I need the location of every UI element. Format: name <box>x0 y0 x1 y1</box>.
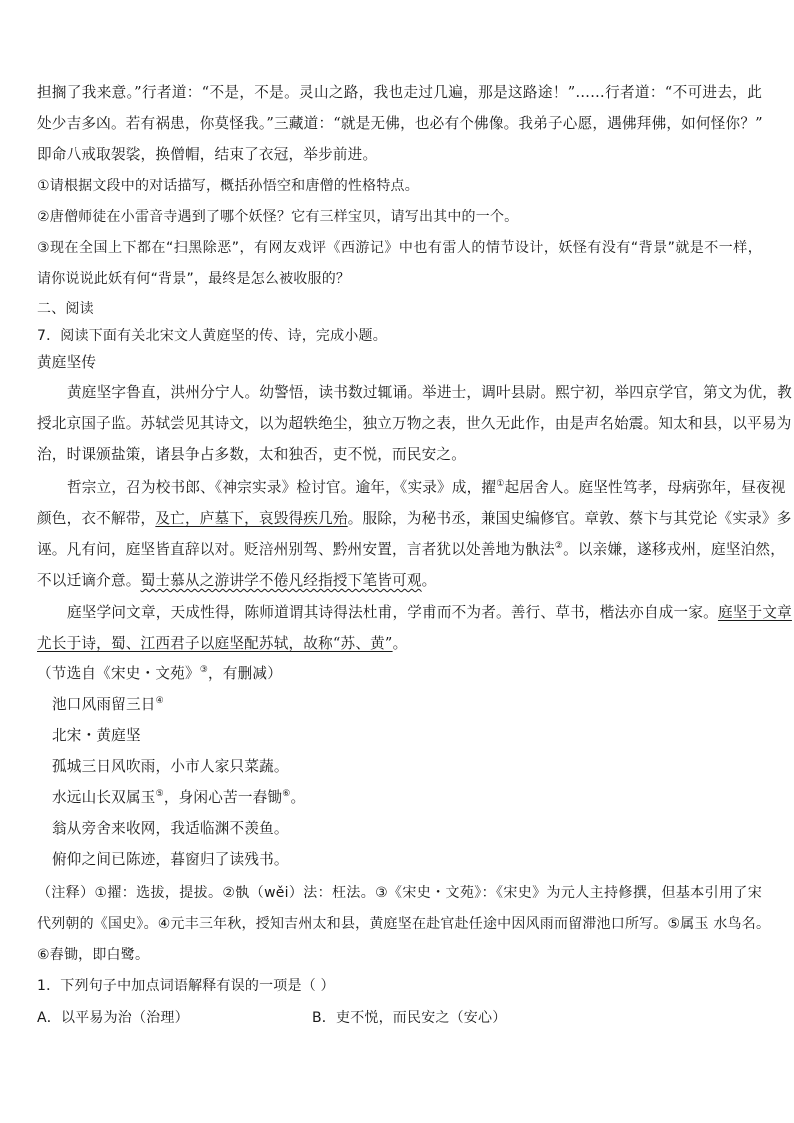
footnote-marker: ⑤ <box>155 789 164 800</box>
passage-line: 担搁了我来意。”行者道：“不是，不是。灵山之路，我也走过几遍，那是这路途！”……行者道：“不可进去，此 <box>37 84 762 101</box>
bio-title: 黄庭坚传 <box>37 354 97 371</box>
bio-paragraph-line <box>37 571 762 591</box>
section-heading: 二、阅读 <box>37 301 94 317</box>
text-run: ，有删减） <box>208 665 282 682</box>
text-run: 庭坚学问文章，天成性得，陈师道谓其诗得法杜甫，学甫而不为者。善行、草书，楷法亦自成一家。 <box>67 604 718 621</box>
underlined-sentence: 尤长于诗，蜀、江西君子以庭坚配苏轼，故称“苏、黄” <box>37 635 393 652</box>
text-run: 水远山长双属玉 <box>52 789 156 806</box>
notes-line: ⑥舂锄，即白鹭。 <box>37 947 150 963</box>
notes-line: （注释）①擢：选拔，提拔。②骫（wěi）法：枉法。③《宋史・文苑》：《宋史》为元人主持修撰，但基本引用了宋 <box>37 885 762 901</box>
sub-question-1: 1．下列句子中加点词语解释有误的一项是（ ） <box>37 978 335 994</box>
poem-line: 俯仰之间已陈迹，暮窗归了读残书。 <box>52 851 289 868</box>
notes-line: 代列朝的《国史》。④元丰三年秋，授知吉州太和县，黄庭坚在赴官赴任途中因风雨而留滞池口所写。⑤属玉 水鸟名。 <box>37 916 771 932</box>
text-run: 颜色，衣不解带， <box>37 510 156 527</box>
text-run: （节选自《宋史・文苑》 <box>37 665 200 682</box>
bio-source <box>37 664 762 684</box>
question-3-cont: 请你说说此妖有何“背景”，最终是怎么被收服的？ <box>37 271 351 287</box>
bio-paragraph-line <box>37 509 792 529</box>
bio-paragraph-line <box>37 540 785 560</box>
question-1: ①请根据文段中的对话描写，概括孙悟空和唐僧的性格特点。 <box>37 178 419 194</box>
text-run: 池口风雨留三日 <box>52 696 156 713</box>
text-run: 哲宗立，召为校书郎、《神宗实录》检讨官。逾年，《实录》成，擢 <box>67 479 497 496</box>
text-run: 不以迁谪介意。 <box>37 572 141 589</box>
passage-line: 处少吉多凶。若有祸患，你莫怪我。”三藏道：“就是无佛，也必有个佛像。我弟子心愿，遇佛拜佛，如何怪你？” <box>37 115 763 132</box>
poem-line <box>52 788 777 808</box>
footnote-marker: ⑥ <box>282 789 291 800</box>
bio-paragraph-line: 授北京国子监。苏轼尝见其诗文，以为超轶绝尘，独立万物之表，世久无此作，由是声名始震。知太和县，以平易为 <box>37 415 792 432</box>
text-run: 。以亲嫌，遂移戎州，庭坚泊然， <box>563 541 785 558</box>
text-run: 诬。凡有问，庭坚皆直辞以对。贬涪州别驾、黔州安置，言者犹以处善地为骫法 <box>37 541 555 558</box>
text-run: 。 <box>290 789 306 806</box>
bio-paragraph-line <box>67 478 786 498</box>
underlined-sentence: 及亡，庐墓下，哀毁得疾几殆 <box>155 510 348 527</box>
text-run: 起居舍人。庭坚性笃孝，母病弥年，昼夜视 <box>504 479 786 496</box>
poem-title <box>52 695 777 715</box>
underlined-sentence: 庭坚于文章 <box>717 604 792 621</box>
item-7-heading: 7．阅读下面有关北宋文人黄庭坚的传、诗，完成小题。 <box>37 328 387 344</box>
poem-line: 孤城三日风吹雨，小市人家只菜蔬。 <box>52 758 289 775</box>
question-2: ②唐僧师徒在小雷音寺遇到了哪个妖怪？它有三样宝贝，请写出其中的一个。 <box>37 209 519 225</box>
passage-line: 即命八戒取袈裟，换僧帽，结束了衣冠，举步前进。 <box>37 146 378 163</box>
footnote-marker: ② <box>554 541 564 552</box>
text-run: 。服除，为秘书丞，兼国史编修官。章敦、蔡卞与其党论《实录》多 <box>347 510 792 527</box>
text-run: 。 <box>392 635 408 652</box>
footnote-marker: ① <box>496 479 505 490</box>
bio-paragraph-line: 治，时课颁盐策，诸县争占多数，太和独否，吏不悦，而民安之。 <box>37 446 467 463</box>
wavy-underlined-sentence: 蜀士慕从之游讲学不倦凡经指授下笔皆可观 <box>140 572 422 589</box>
poem-author: 北宋・黄庭坚 <box>52 727 141 744</box>
bio-paragraph-line: 黄庭坚字鲁直，洪州分宁人。幼警悟，读书数过辄诵。举进士，调叶县尉。熙宁初，举四京学官，第文为优，教 <box>67 384 792 401</box>
option-b: B．吏不悦，而民安之（安心） <box>312 1010 507 1026</box>
poem-line: 翁从旁舍来收网，我适临渊不羡鱼。 <box>52 820 289 837</box>
text-run: ，身闲心苦一舂锄 <box>163 789 283 806</box>
footnote-marker: ④ <box>155 696 164 707</box>
question-3: ③现在全国上下都在“扫黑除恶”，有网友戏评《西游记》中也有雷人的情节设计，妖怪有没有“背景”就是不一样， <box>37 240 762 256</box>
footnote-marker: ③ <box>199 665 209 676</box>
text-run: 。 <box>421 572 437 589</box>
option-a: A．以平易为治（治理） <box>37 1010 189 1026</box>
bio-paragraph-line <box>37 634 762 654</box>
bio-paragraph-line <box>67 603 792 623</box>
